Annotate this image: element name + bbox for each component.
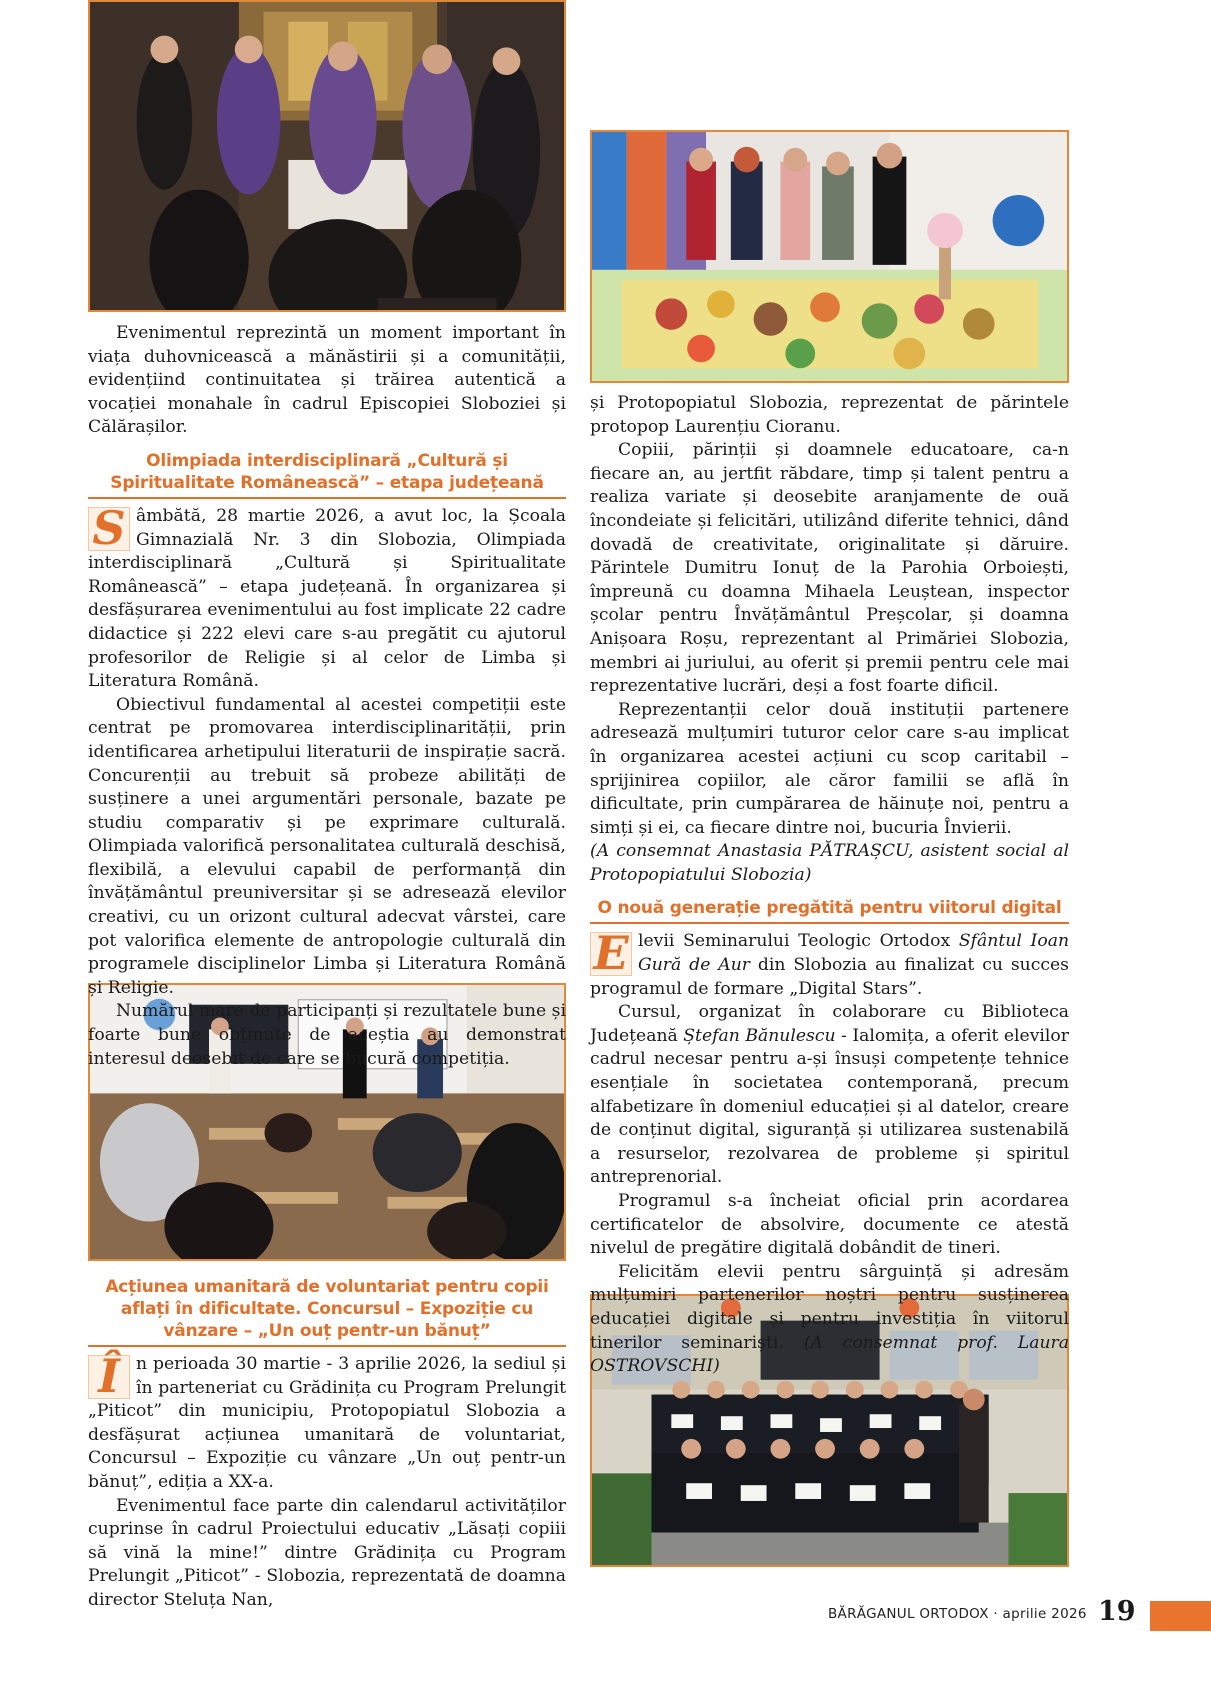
paragraph-volunteering-2: Evenimentul face parte din calendarul activităților cuprinse în cadrul Proiectului educativ „Lăsați copiii să vină la mine!” dintre Grădinița cu Program Prelungit „Piticot” - Slobozia, reprezentată de doamna director Steluța Nan, (88, 1495, 566, 1610)
seminary-name: Sfântul Ioan Gură de Aur (638, 931, 1070, 976)
photo-clergy-service (88, 0, 566, 312)
footer-publication: BĂRĂGANUL ORTODOX · aprilie 2026 (828, 1606, 1087, 1622)
paragraph-olympiad-3: Numărul mare de participanți și rezultatele bune și foarte bune obținute de aceștia au demonstrat interesul deosebit de care se bucură competiția. (88, 1001, 566, 1069)
paragraph-digital-1 (590, 926, 1070, 1001)
paragraph-volunteering-4: Copiii, părinții și doamnele educatoare, ca-n fiecare an, au jertfit răbdare, timp și talent pentru a realiza variate și deosebite aranjamente de ouă încondeiate și felicitări, utilizând diferite tehnici, dând dovadă de creativitate, originalitate și dăruire. Părintele Dumitru Ionuț de la Parohia Orboiești, împreună cu doamna Mihaela Leuștean, inspector școlar pentru Învățământul Preșcolar, și doamna Anișoara Roșu, reprezentant al Primăriei Slobozia, membri ai juriului, au oferit și premii pentru cele mai reprezentative lucrări, deși a fost foarte dificil. (590, 440, 1069, 697)
digital-text-1a: levii Seminarului Teologic Ortodox (638, 931, 959, 952)
dropcap-i: Î (88, 1355, 130, 1399)
paragraph-volunteering-3: și Protopopiatul Slobozia, reprezentat de părintele protopop Laurențiu Cioranu. (590, 393, 1069, 437)
paragraph-digital-2 (590, 1001, 1069, 1190)
paragraph-digital-4 (590, 1261, 1069, 1379)
heading-digital: O nouă generație pregătită pentru viitorul digital (590, 897, 1069, 924)
volunteering-text-1: n perioada 30 martie - 3 aprilie 2026, la sediul și în parteneriat cu Grădinița cu Program Prelungit „Piticot” din municipiu, Protopopiatul Slobozia a desfășurat acțiunea umanitară de voluntariat, Concursul – Expoziție cu vânzare „Un ouț pentr-un bănuț”, ediția a XX-a. (88, 1354, 566, 1492)
digital-text-1b: din Slobozia au finalizat cu succes programul de formare „Digital Stars”. (590, 955, 1069, 999)
heading-olympiad: Olimpiada interdisciplinară „Cultură și Spiritualitate Românească” – etapa județeană (88, 450, 566, 499)
digital-text-2b: - Ialomița, a oferit elevilor cadrul necesar pentru a-și însuși competențe tehnice esențiale în societatea contemporană, precum alfabetizare în domeniul educației și al datelor, creare de conținut digital, siguranță și utilizarea sustenabilă a resurselor, rezolvarea de probleme și spiritul antreprenorial. (590, 1025, 1069, 1188)
right-column (590, 392, 1069, 1379)
page-number: 19 (1098, 1596, 1136, 1627)
dropcap-s: S (88, 507, 130, 551)
heading-volunteering: Acțiunea umanitară de voluntariat pentru copii aflați în dificultate. Concursul – Expoziție cu vânzare – „Un ouț pentr-un bănuț” (88, 1276, 566, 1347)
paragraph-volunteering-1 (88, 1349, 566, 1495)
paragraph-olympiad-1 (88, 500, 566, 694)
left-column-lower (88, 1272, 566, 1613)
credit-volunteering: (A consemnat Anastasia PĂTRAȘCU, asistent social al Protopopiatului Slobozia) (590, 841, 1069, 885)
credit-digital: (A consemnat prof. Laura OSTROVSCHI) (590, 1332, 1069, 1377)
photo-easter-exhibition (590, 130, 1069, 383)
olympiad-text-1: âmbătă, 28 martie 2026, a avut loc, la Școala Gimnazială Nr. 3 din Slobozia, Olimpiada interdisciplinară „Cultură și Spiritualitate Românească” – etapa județeană. În organizarea și desfășurarea evenimentului au fost implicate 22 cadre didactice și 222 elevi care s-au pregătit cu ajutorul profesorilor de Religie și al celor de Limba și Literatura Română. (88, 505, 566, 692)
paragraph-volunteering-5: Reprezentanții celor două instituții partenere adresează mulțumiri tuturor celor care s-au implicat în organizarea acestei acțiuni cu scop caritabil – sprijinirea copiilor, ale căror familii se află în dificultate, prin cumpărarea de hăinuțe noi, pentru a simți și ei, ca fiecare dintre noi, bucuria Învierii. (590, 699, 1069, 838)
digital-text-4: Felicităm elevii pentru sârguință și adresăm mulțumiri partenerilor noștri pentru susținerea educației digitale și pentru investiția în viitorul tinerilor seminariști. (590, 1261, 1069, 1353)
digital-text-2a: Cursul, organizat în colaborare cu Biblioteca Județeană (590, 1002, 1069, 1046)
paragraph-digital-3: Programul s-a încheiat oficial prin acordarea certificatelor de absolvire, documente ce atestă nivelul de pregătire digitală dobândit de tineri. (590, 1191, 1069, 1259)
paragraph-intro: Evenimentul reprezintă un moment important în viața duhovnicească a mănăstirii și a comunității, evidențiind continuitatea și trăirea autentică a vocației monahale în cadrul Episcopiei Sloboziei și Călărașilor. (88, 323, 566, 438)
page-tab-decoration (1150, 1601, 1211, 1631)
dropcap-e: E (590, 932, 632, 976)
paragraph-olympiad-2: Obiectivul fundamental al acestei competiții este centrat pe promovarea interdisciplinarității, prin identificarea arhetipului literaturii de inspirație sacră. Concurenții au trebuit să probeze abilități de susținere a unei argumentări personale, bazate pe studiu comparativ și pe exprimare culturală. Olimpiada valorifică personalitatea culturală deschisă, flexibilă, a elevului capabil de performanță din învățământul preuniversitar și se adresează elevilor creativi, cu un orizont cultural adecvat vârstei, care pot valorifica elemente de antropologie culturală din programele disciplinelor Limba și Literatura Română și Religie. (88, 694, 566, 998)
library-name: Ștefan Bănulescu (683, 1025, 836, 1046)
left-column (88, 322, 566, 1071)
paragraph-volunteering-credit (590, 840, 1069, 887)
